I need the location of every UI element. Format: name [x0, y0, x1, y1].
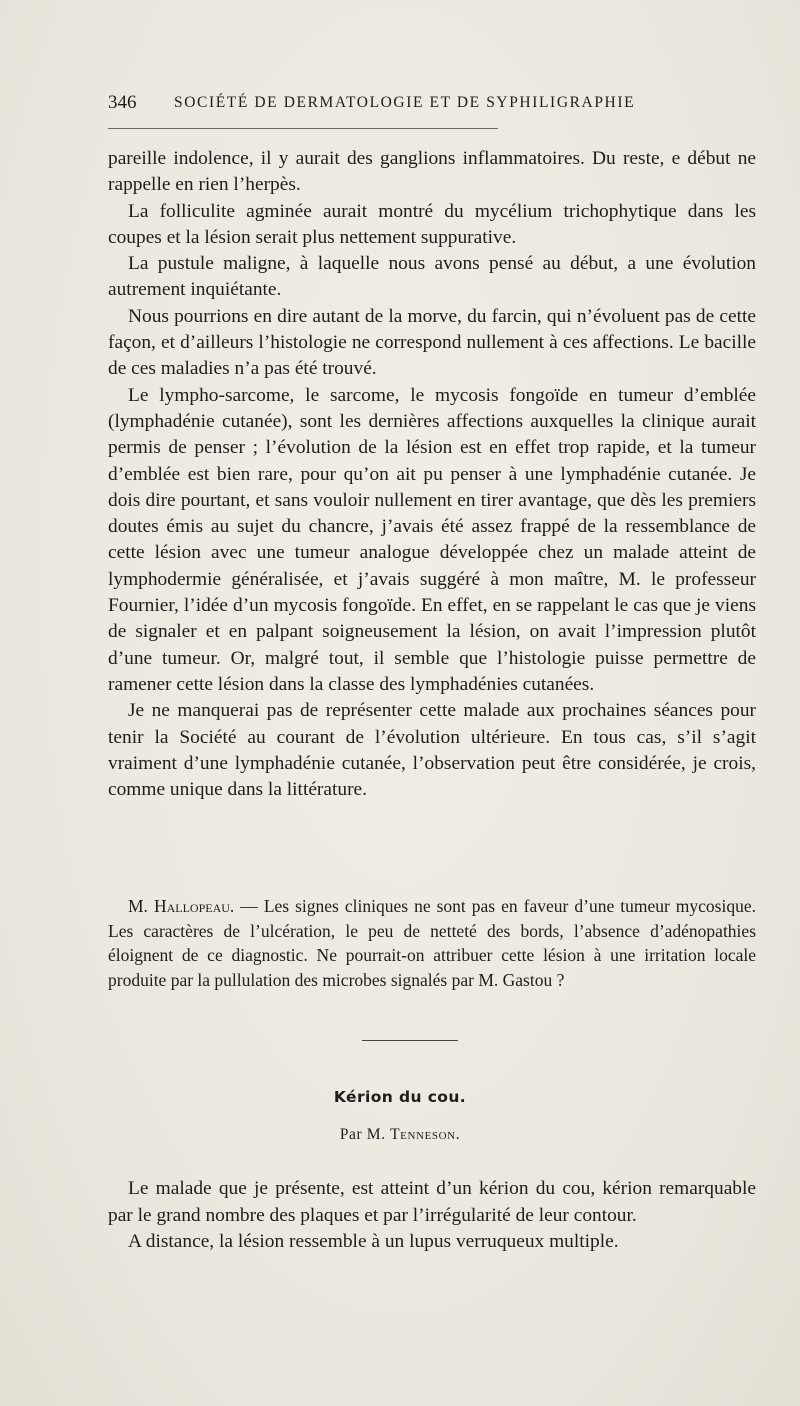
- paragraph: La pustule maligne, à laquelle nous avons pensé au début, a une évolution autrement inquiétante.: [108, 253, 756, 301]
- paragraph: La folliculite agminée aurait montré du mycélium trichophytique dans les coupes et la lésion serait plus nettement suppurative.: [108, 200, 756, 248]
- paragraph: pareille indolence, il y aurait des ganglions inflammatoires. Du reste, e début ne rappelle en rien l’herpès.: [108, 148, 756, 196]
- section-text: [108, 1176, 756, 1256]
- byline: [0, 1126, 800, 1144]
- running-head: [108, 92, 756, 114]
- byline-prefix: Par M.: [339, 1126, 391, 1143]
- journal-title: SOCIÉTÉ DE DERMATOLOGIE ET DE SYPHILIGRAPHIE: [174, 94, 636, 111]
- paragraph: A distance, la lésion ressemble à un lupus verruqueux multiple.: [128, 1231, 619, 1253]
- discussion-remark: [108, 894, 756, 992]
- body-text: [108, 146, 756, 803]
- paragraph: Le lympho-sarcome, le sarcome, le mycosis fongoïde en tumeur d’emblée (lymphadénie cutanée), sont les dernières affections auxquelles la clinique aurait permis de penser ; l’évolution de la lésion est en effet trop rapide, et la tumeur d’emblée est bien rare, pour qu’on ait pu penser à une lymphadénie cutanée. Je dois dire pourtant, et sans vouloir nullement en tirer avantage, que dès les premiers doutes émis au sujet du chancre, j’avais été assez frappé de la ressemblance de cette lésion avec une tumeur analogue développée chez un malade atteint de lymphodermie généralisée, et j’avais suggéré à mon maître, M. le professeur Fournier, l’idée d’un mycosis fongoïde. En effet, en se rappelant le cas que je viens de signaler et en palpant soigneusement la lésion, on avait l’impression plutôt d’une tumeur. Or, malgré tout, il semble que l’histologie puisse permettre de ramener cette lésion dans la classe des lymphadénies cutanées.: [108, 384, 756, 695]
- speaker-name: M. Hallopeau.: [128, 896, 235, 916]
- byline-author: Tenneson.: [390, 1126, 461, 1143]
- section-title: Kérion du cou.: [333, 1088, 467, 1106]
- header-rule: [108, 128, 498, 129]
- discussion-text: — Les signes cliniques ne sont pas en faveur d’une tumeur mycosique. Les caractères de l’ulcération, le peu de netteté des bords, l’absence d’adénopathies éloignent de ce diagnostic. Ne pourrait-on attribuer cette lésion à une irritation locale produite par la pullulation des microbes signalés par M. Gastou ?: [108, 896, 757, 990]
- section-divider: [362, 1040, 458, 1041]
- paragraph: Nous pourrions en dire autant de la morve, du farcin, qui n’évoluent pas de cette façon, et d’ailleurs l’histologie ne correspond nullement à ces affections. Le bacille de ces maladies n’a pas été trouvé.: [108, 305, 756, 380]
- discussion-paragraph: [108, 894, 756, 992]
- page-number: 346: [108, 92, 137, 113]
- paragraph: Le malade que je présente, est atteint d’un kérion du cou, kérion remarquable par le grand nombre des plaques et par l’irrégularité de leur contour.: [108, 1178, 756, 1226]
- paragraph: Je ne manquerai pas de représenter cette malade aux prochaines séances pour tenir la Société au courant de l’évolution ultérieure. En tous cas, s’il s’agit vraiment d’une lymphadénie cutanée, l’observation peut être considérée, je crois, comme unique dans la littérature.: [108, 700, 756, 801]
